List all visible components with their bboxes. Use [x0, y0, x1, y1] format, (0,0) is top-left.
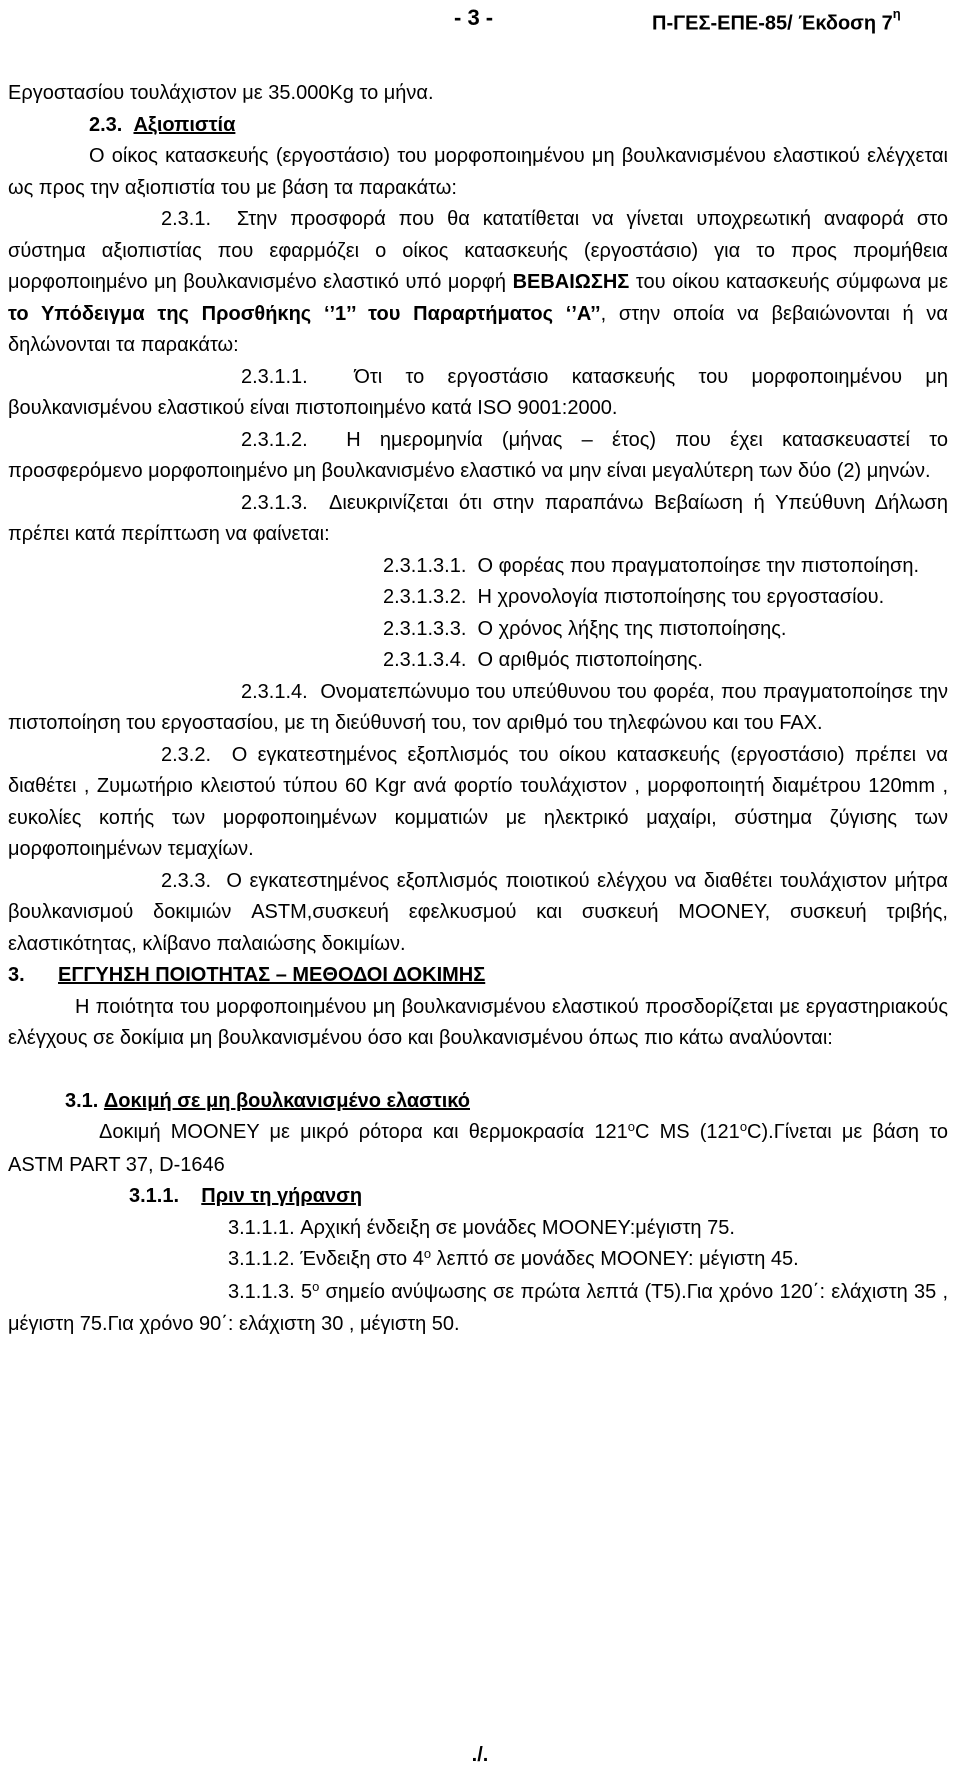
intro-text: Εργοστασίου τουλάχιστον με 35.000Kg το μήνα. — [8, 82, 434, 104]
page-header — [0, 0, 960, 40]
section-2-3-1-4 — [8, 677, 948, 740]
section-text-end: , στην οποία να βεβαιώνονται ή να δηλώνονται τα παρακάτω: — [8, 302, 948, 356]
section-text: Ο οίκος κατασκευής (εργοστάσιο) του μορφοποιημένου μη βουλκανισμένου ελαστικού ελέγχεται ως προς την αξιοπιστία του με βάση τα παρακάτω: — [8, 145, 948, 199]
page-footer-mark: ./. — [471, 1744, 489, 1766]
section-number: 2.3. — [89, 113, 123, 136]
section-title: Πριν τη γήρανση — [201, 1185, 363, 1207]
section-text: λεπτό σε μονάδες MOONEY: μέγιστη 45. — [436, 1248, 799, 1270]
section-text: Ο εγκατεστημένος εξοπλισμός του οίκου κατασκευής (εργοστάσιο) πρέπει να διαθέτει , Ζυμωτήριο κλειστού τύπου 60 Kgr ανά φορτίο τουλάχιστον , μορφοποιητή διαμέτρου 120mm , ευκολίες κοπής των μορφοποιημένων κομματιών με ηλεκτρικό μαχαίρι, σύστημα ζύγισης των μορφοποιημένων τεμαχίων. — [8, 743, 948, 860]
section-number: 2.3.1.3.2. — [383, 586, 467, 608]
section-2-3-1-3-4 — [8, 645, 948, 677]
section-2-3-1-2 — [8, 425, 948, 488]
section-text: Αρχική ένδειξη σε μονάδες MOONEY:μέγιστη 75. — [300, 1216, 735, 1239]
section-number: 3.1.1.3. — [228, 1280, 295, 1303]
document-reference-text: Π-ΓΕΣ-ΕΠΕ-85/ Έκδοση 7 — [652, 12, 893, 35]
section-2-3-1 — [8, 204, 948, 362]
section-number: 2.3.3. — [161, 869, 212, 892]
section-number: 3.1.1.1. — [228, 1216, 295, 1239]
section-number: 2.3.1.4. — [241, 680, 308, 703]
section-number: 3.1.1. — [129, 1185, 180, 1207]
section-text: C).Γίνεται με βάση το ASTM PART 37, D-1646 — [8, 1121, 948, 1176]
edition-superscript: η — [892, 6, 901, 21]
section-text: C MS (121 — [634, 1121, 740, 1143]
section-text: σημείο ανύψωσης σε πρώτα λεπτά (Τ5).Για χρόνο 120΄: ελάχιστη 35 , μέγιστη 75.Για χρόνο 90΄: ελάχιστη 30 , μέγιστη 50. — [8, 1280, 948, 1335]
section-3-1-1-3 — [8, 1277, 948, 1341]
section-text: Η ποιότητα του μορφοποιημένου μη βουλκανισμένου ελαστικού προσδορίζεται με εργαστηριακούς ελέγχους σε δοκίμια μη βουλκανισμένου όσο και βουλκανισμένου όπως πιο κάτω αναλύονται: — [8, 995, 948, 1049]
section-2-3-text — [8, 141, 948, 204]
ordinal-mark: ο — [423, 1246, 432, 1261]
section-text: Ότι το εργοστάσιο κατασκευής του μορφοποιημένου μη βουλκανισμένου ελαστικού είναι πιστοποιημένο κατά ISO 9001:2000. — [8, 365, 948, 419]
section-2-3-1-3-2 — [8, 582, 948, 614]
section-2-3-1-1 — [8, 362, 948, 425]
section-number: 2.3.1.3.3. — [383, 617, 467, 640]
section-number: 2.3.1.3.1. — [383, 554, 467, 577]
section-number: 3.1. — [65, 1089, 99, 1112]
section-number: 2.3.1. — [161, 208, 212, 230]
section-2-3-1-3-3 — [8, 614, 948, 646]
section-title: Αξιοπιστία — [133, 113, 236, 136]
section-3-1-1-heading — [8, 1181, 948, 1213]
section-title: ΕΓΓΥΗΣΗ ΠΟΙΟΤΗΤΑΣ – ΜΕΘΟΔΟΙ ΔΟΚΙΜΗΣ — [58, 964, 486, 986]
bold-reference-template: το Υπόδειγμα της Προσθήκης ‘’1’’ του Παραρτήματος ‘’Α’’ — [8, 302, 601, 325]
section-number: 2.3.1.1. — [241, 365, 308, 388]
bold-term-certificate: ΒΕΒΑΙΩΣΗΣ — [512, 271, 630, 293]
page-number: - 3 - — [454, 5, 494, 30]
degree-mark: ο — [739, 1119, 748, 1134]
section-2-3-1-3 — [8, 488, 948, 551]
section-text: Ένδειξη στο 4 — [300, 1248, 424, 1270]
section-number: 3.1.1.2. — [228, 1248, 295, 1270]
section-text: Δοκιμή MOONEY με μικρό ρότορα και θερμοκρασία 121 — [99, 1121, 628, 1143]
section-2-3-2 — [8, 740, 948, 866]
section-text: Ο φορέας που πραγματοποίησε την πιστοποίηση. — [477, 554, 920, 577]
section-3-heading — [8, 960, 948, 992]
spacer — [8, 1055, 948, 1086]
degree-mark: ο — [627, 1119, 635, 1134]
section-2-3-3 — [8, 866, 948, 961]
section-text: Διευκρινίζεται ότι στην παραπάνω Βεβαίωση ή Υπεύθυνη Δήλωση πρέπει κατά περίπτωση να φαίνεται: — [8, 491, 948, 545]
section-2-3-heading — [8, 110, 948, 142]
section-number: 2.3.1.2. — [241, 428, 308, 451]
paragraph-intro — [8, 78, 948, 110]
section-2-3-1-3-1 — [8, 551, 948, 583]
section-3-1-1-2 — [8, 1244, 948, 1277]
section-text: Ο εγκατεστημένος εξοπλισμός ποιοτικού ελέγχου να διαθέτει τουλάχιστον μήτρα βουλκανισμού δοκιμιών ASTM,συσκευή εφελκυσμού και συσκευή MOONEY, συσκευή τριβής, ελαστικότητας, κλίβανο παλαιώσης δοκιμίων. — [8, 869, 948, 955]
section-number: 2.3.2. — [161, 743, 212, 766]
document-reference — [652, 2, 901, 40]
section-text: 5 — [300, 1280, 313, 1303]
section-title: Δοκιμή σε μη βουλκανισμένο ελαστικό — [103, 1089, 470, 1112]
section-number: 2.3.1.3. — [241, 491, 308, 514]
document-body — [8, 78, 948, 1341]
section-number: 2.3.1.3.4. — [383, 649, 467, 671]
section-3-text — [8, 992, 948, 1055]
section-text: Ο αριθμός πιστοποίησης. — [477, 649, 703, 671]
section-text: Ονοματεπώνυμο του υπεύθυνου του φορέα, που πραγματοποίησε την πιστοποίηση του εργοστασίου, με τη διεύθυνσή του, τον αριθμό του τηλεφώνου και του FAX. — [8, 680, 948, 734]
section-text-continued: του οίκου κατασκευής σύμφωνα με — [635, 271, 948, 293]
section-text: Ο χρόνος λήξης της πιστοποίησης. — [477, 617, 787, 640]
section-text: Η ημερομηνία (μήνας – έτος) που έχει κατασκευαστεί το προσφερόμενο μορφοποιημένο μη βουλκανισμένο ελαστικό να μην είναι μεγαλύτερη των δύο (2) μηνών. — [8, 428, 948, 482]
section-text: Η χρονολογία πιστοποίησης του εργοστασίου. — [477, 586, 885, 608]
section-3-1-text — [8, 1117, 948, 1181]
section-3-1-heading — [8, 1086, 948, 1118]
section-number: 3. — [8, 964, 25, 986]
section-3-1-1-1 — [8, 1213, 948, 1245]
section-text: Στην προσφορά που θα κατατίθεται να γίνεται υποχρεωτική αναφορά στο σύστημα αξιοπιστίας που εφαρμόζει ο οίκος κατασκευής (εργοστάσιο) για το προς προμήθεια μορφοποιημένο μη βουλκανισμένο ελαστικό υπό μορφή — [8, 208, 948, 293]
ordinal-mark: ο — [312, 1278, 320, 1294]
